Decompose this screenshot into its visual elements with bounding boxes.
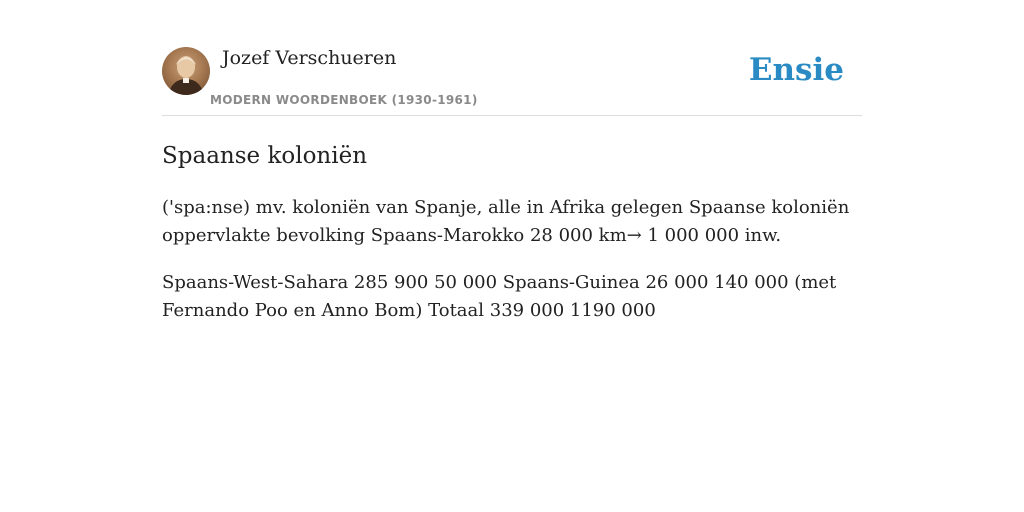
brand-logo[interactable]: Ensie: [748, 52, 844, 88]
source-label: MODERN WOORDENBOEK (1930-1961): [210, 93, 478, 107]
entry-paragraph: ('spa:nse) mv. koloniën van Spanje, alle in Afrika gelegen Spaanse koloniën oppervlakte bevolking Spaans-Marokko 28 000 km→ 1 000 000 inw.: [162, 197, 850, 246]
entry-header: [162, 46, 862, 116]
entry-title: Spaanse koloniën: [162, 143, 368, 169]
entry-body: [162, 194, 862, 325]
avatar[interactable]: [162, 47, 210, 95]
entry-card: [162, 46, 862, 325]
entry-paragraph: Spaans-West-Sahara 285 900 50 000 Spaans-Guinea 26 000 140 000 (met Fernando Poo en Anno Bom) Totaal 339 000 1190 000: [162, 272, 837, 321]
author-name[interactable]: Jozef Verschueren: [222, 47, 397, 69]
